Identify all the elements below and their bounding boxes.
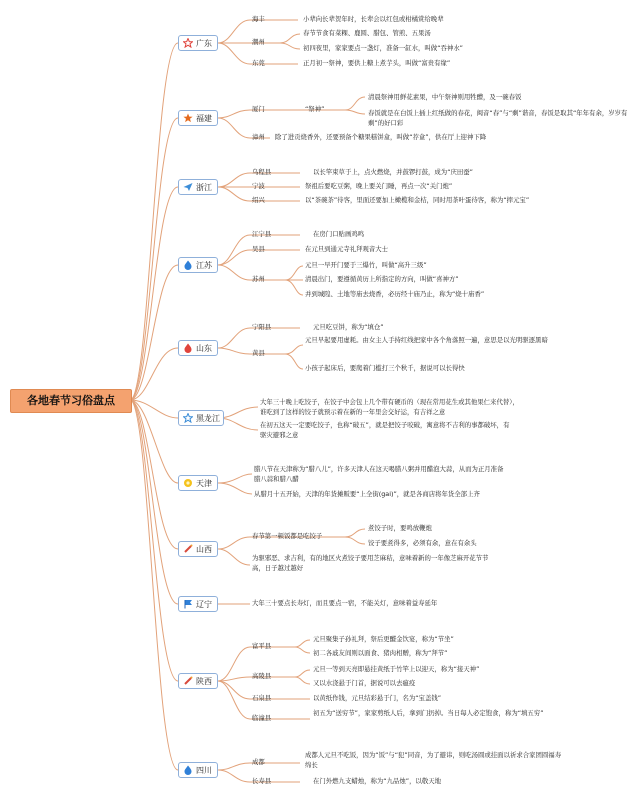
province-guangdong bbox=[178, 35, 218, 51]
star-filled-orange-icon bbox=[183, 113, 193, 123]
custom-text: 正月初一祭神，要供上糖上煮芋头，叫做“富贵有缘” bbox=[303, 59, 451, 67]
province-label: 江苏 bbox=[196, 261, 212, 270]
custom-text: 初二各戚友间则以面食、猪肉相赠，称为“拜节” bbox=[313, 649, 448, 657]
province-shandong bbox=[178, 340, 218, 356]
custom-text: 初四夜里，家家要点一盏灯，准备一缸水，叫做“吞神水” bbox=[303, 44, 463, 52]
province-shaanxi bbox=[178, 673, 218, 689]
custom-text: 小辈向长辈贺年时，长辈会以红包或柑橘赏给晚辈 bbox=[303, 15, 444, 23]
firecracker-icon bbox=[183, 676, 193, 686]
place-label: 长寿县 bbox=[252, 777, 272, 785]
place-label: 宁波 bbox=[252, 182, 265, 190]
province-fujian bbox=[178, 110, 218, 126]
province-shanxi bbox=[178, 541, 218, 557]
sub-topic: 春节第一顿饭都是吃饺子 bbox=[252, 532, 323, 540]
custom-text: 并到城隍、土地等庙去烧香，必历经十庙乃止，称为“烧十庙香” bbox=[305, 290, 485, 298]
custom-text: 成都人元旦不吃饭，因为“饭”与“犯”同音，为了避讳，则吃汤圆或挂面以祈求合家团圆福寿绵长 bbox=[305, 751, 562, 769]
custom-text: 除了进贡烧香外，还要预备个糖果糕饼盒，叫做“荐盒”，供在厅上迎神下降 bbox=[275, 133, 487, 141]
place-label: 临潼县 bbox=[252, 714, 272, 722]
custom-text: 以“茶碗茶”待客，里面还要加上橄榄和金桔，同时用茶叶蛋待客，称为“摔元宝” bbox=[305, 196, 530, 204]
place-label: 吴县 bbox=[252, 245, 265, 253]
custom-text: 在门外燃九支蜡烛，称为“九品烛”，以敬天地 bbox=[313, 777, 442, 785]
place-label: 石泉县 bbox=[252, 694, 272, 702]
custom-text: 清晨祭神用鲜花素果，中午祭神则用牲醴，及一碗春饭 bbox=[368, 93, 522, 101]
province-label: 山西 bbox=[196, 545, 212, 554]
custom-text: 在初五这天一定要吃饺子，也称“破五”，就是把饺子咬破，寓意将不吉利的事都破坏，有驱灾避邪之意 bbox=[260, 421, 510, 439]
star-outline-blue-icon bbox=[183, 413, 193, 423]
place-label: 高陵县 bbox=[252, 672, 272, 680]
flower-yellow-icon bbox=[183, 478, 193, 488]
province-heilongjiang bbox=[178, 410, 224, 426]
flame-blue-icon bbox=[183, 765, 193, 775]
place-label: 苏州 bbox=[252, 275, 265, 283]
place-label: 东莞 bbox=[252, 59, 265, 67]
province-label: 天津 bbox=[196, 479, 212, 488]
place-label: 漳州 bbox=[252, 133, 265, 141]
custom-text: 又以水浇悬于门首，据说可以去瘟疫 bbox=[313, 679, 416, 687]
custom-text: 以黄纸作钱，元旦结彩悬于门，名为“宝盖钱” bbox=[313, 694, 442, 702]
custom-text: 元旦一早开门要于三爆竹，叫做“高升三级” bbox=[305, 261, 427, 269]
place-label: 江宁县 bbox=[252, 230, 272, 238]
firecracker-icon bbox=[183, 544, 193, 554]
custom-text: 元旦早起要用虚耗。由女主人手持红线把家中各个角落照一遍，意思是以光明驱逐黑暗 bbox=[305, 336, 548, 344]
province-label: 福建 bbox=[196, 114, 212, 123]
custom-text: 在房门口贴画鸡鸣 bbox=[313, 230, 365, 238]
province-label: 广东 bbox=[196, 39, 212, 48]
place-label: 潮州 bbox=[252, 38, 265, 46]
custom-text: 元旦吃豆饼，称为“填仓” bbox=[313, 323, 384, 331]
paper-plane-icon bbox=[183, 182, 193, 192]
place-label: 黄县 bbox=[252, 349, 265, 357]
province-jiangsu bbox=[178, 257, 218, 273]
place-label: 富平县 bbox=[252, 642, 272, 650]
province-tianjin bbox=[178, 475, 218, 491]
province-sichuan bbox=[178, 762, 218, 778]
custom-text: 祭祖后要吃豆粥，晚上要关门睡，再点一次“关门炮” bbox=[305, 182, 453, 190]
flame-red-icon bbox=[183, 343, 193, 353]
province-label: 辽宁 bbox=[196, 600, 212, 609]
province-label: 浙江 bbox=[196, 183, 212, 192]
place-label: 乌程县 bbox=[252, 168, 272, 176]
flag-blue-icon bbox=[183, 599, 193, 609]
province-zhejiang bbox=[178, 179, 218, 195]
custom-text: 清晨出门，要遵循黄历上所指定的方向，叫做“喜神方” bbox=[305, 275, 459, 283]
custom-text: 元旦聚集子孙礼拜，祭后更醵金饮宴，称为“节坐” bbox=[313, 635, 454, 643]
province-label: 陕西 bbox=[196, 677, 212, 686]
province-label: 四川 bbox=[196, 766, 212, 775]
custom-text: 春节节食有菜粿、鹿圆、腊包、管煎、五果汤 bbox=[303, 29, 431, 37]
custom-text: 为驱邪恶、求吉利，有的地区火煮饺子要用芝麻秸，意味着新的一年像芝麻开花节节高，日子越过越好 bbox=[252, 554, 489, 572]
custom-text: 以长竿束草于上，点火燃烧，并鼓锣打鼓，成为“庆田蚕” bbox=[313, 168, 473, 176]
province-label: 山东 bbox=[196, 344, 212, 353]
custom-text: 春饭就是在白饭上插上红纸做的春花，闽音“春”与“剩”谐音，春饭是取其“年年有余，岁岁有剩”的好口彩 bbox=[368, 109, 628, 127]
sub-topic: “祭神” bbox=[305, 105, 325, 113]
province-liaoning bbox=[178, 596, 218, 612]
custom-text: 小孩子起床后，要爬着门槛打三个秋千，据说可以长得快 bbox=[305, 364, 465, 372]
custom-text: 元旦一等到天亮即悬挂黄纸于竹竿上以迎天，称为“接天神” bbox=[313, 665, 480, 673]
star-outline-red-icon bbox=[183, 38, 193, 48]
place-label: 成都 bbox=[252, 758, 265, 766]
custom-text: 大年三十要点长寿灯，而且要点一宿，不能关灯，意味着益寿延年 bbox=[252, 599, 438, 607]
custom-text: 在元旦到通元寺礼拜观音大士 bbox=[305, 245, 389, 253]
root-node: 各地春节习俗盘点 bbox=[10, 389, 132, 413]
flame-blue-icon bbox=[183, 260, 193, 270]
place-label: 宁阳县 bbox=[252, 323, 272, 331]
custom-text: 从腊月十五开始，天津的年货摊販要“上全街(gai)”，就是各商店将年货全部上齐 bbox=[254, 490, 480, 498]
custom-text: 初五为“送穷节”，家家剪纸人后，拿到门扔掉。当日每人必定饱食，称为“填五穷” bbox=[313, 709, 544, 717]
custom-text: 饺子要煮得多，必须有余，意在有余头 bbox=[368, 539, 477, 547]
custom-text: 腊八节在天津称为“腊八儿”，许多天津人在这天喝腊八粥并用醋泡大蒜，从而为正月准备腊八蒜和腊八醋 bbox=[254, 465, 504, 483]
place-label: 绍兴 bbox=[252, 196, 265, 204]
place-label: 海丰 bbox=[252, 15, 265, 23]
province-label: 黑龙江 bbox=[196, 414, 220, 423]
custom-text: 大年三十晚上吃饺子，在饺子中会包上几个带有硬币的（现在常用花生或其他果仁来代替），谁吃到了这样的饺子就预示着在新的一年里会交好运，有吉祥之意 bbox=[260, 398, 519, 416]
place-label: 厦门 bbox=[252, 105, 265, 113]
custom-text: 煮饺子时，要鸣放鞭炮 bbox=[368, 524, 432, 532]
